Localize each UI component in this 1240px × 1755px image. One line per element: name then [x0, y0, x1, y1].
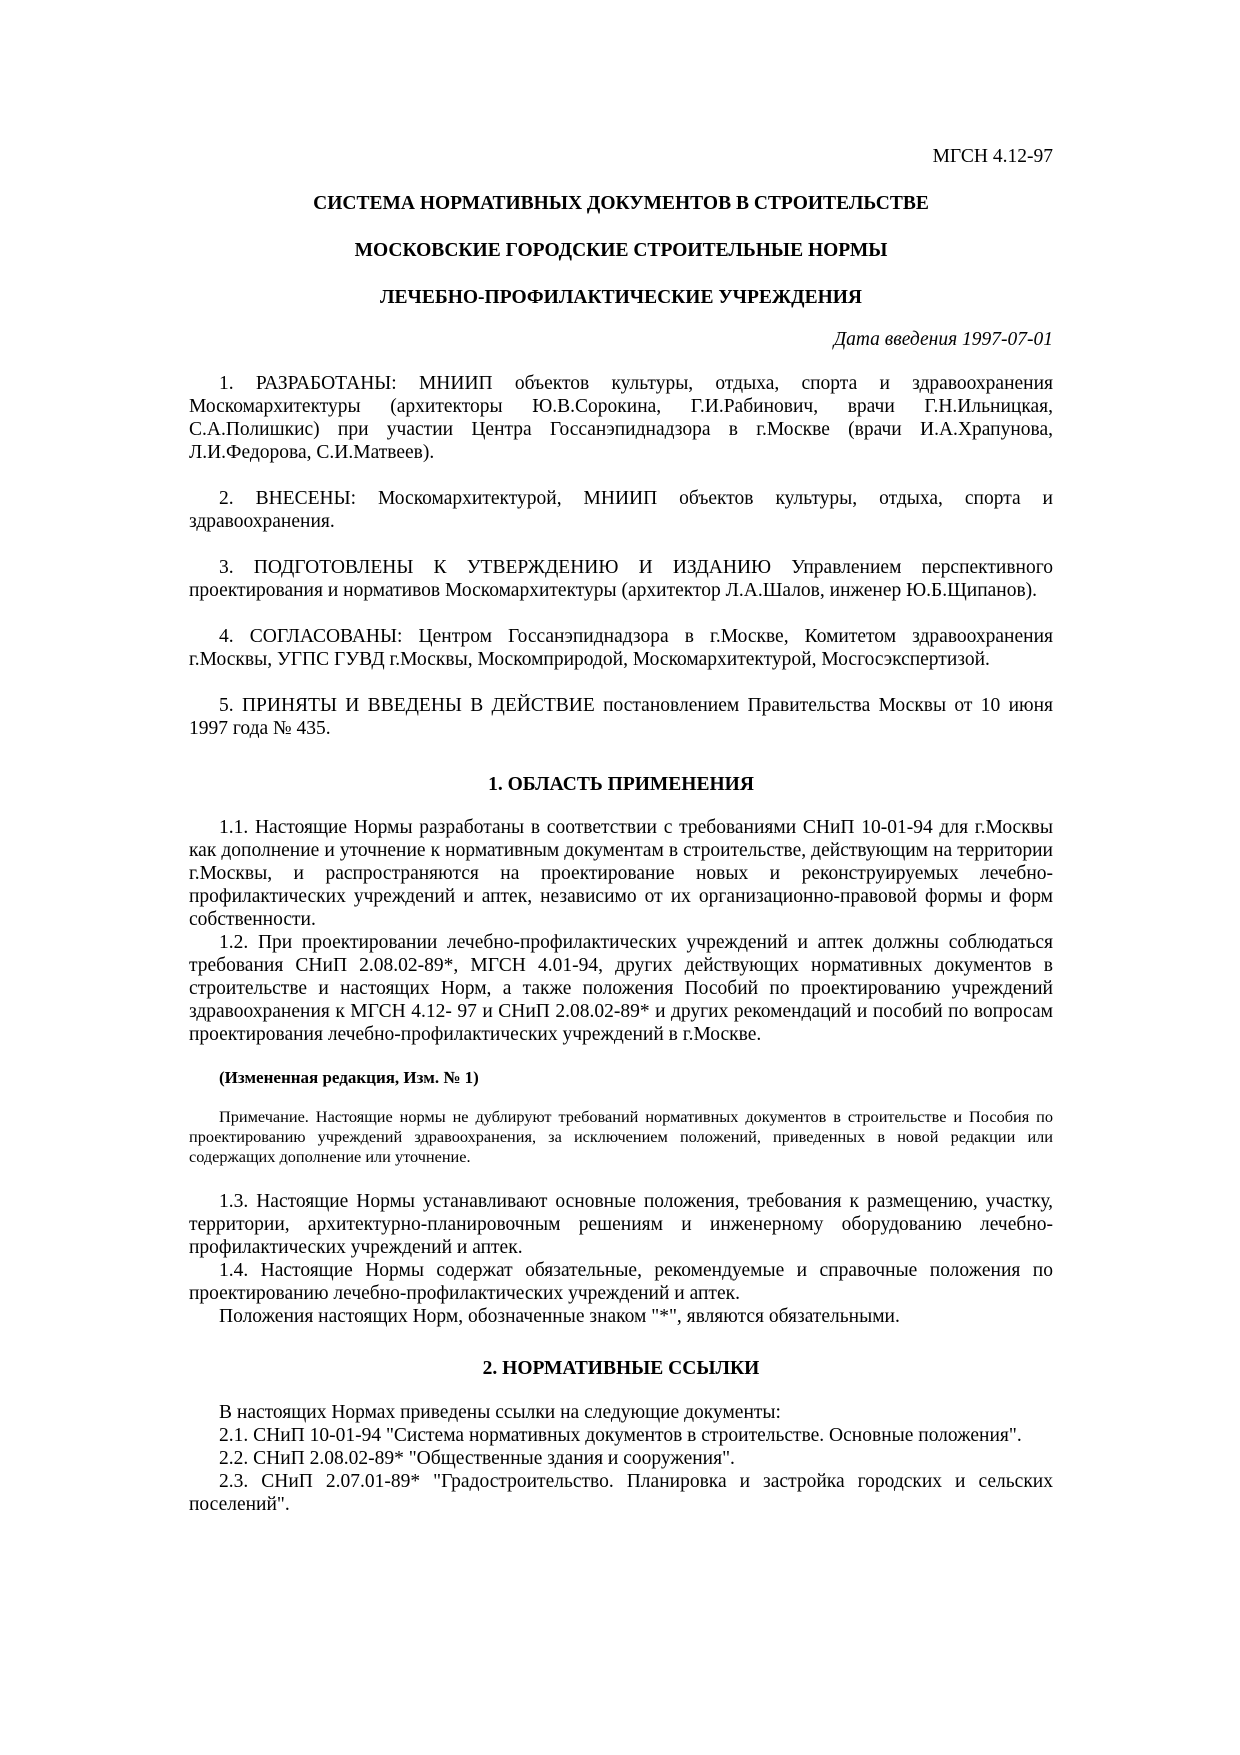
references-intro: В настоящих Нормах приведены ссылки на следующие документы: [219, 1402, 781, 1423]
remark-note: Примечание. Настоящие нормы не дублируют требований нормативных документов в строительстве и Пособия по проектированию учреждений здравоохранения, за исключением положений, приведенных в новой редакции или содержащих дополнение или уточнение. [189, 1107, 1053, 1166]
preface-item-introduced: 2. ВНЕСЕНЫ: Москомархитектурой, МНИИП объектов культуры, отдыха, спорта и здравоохранения. [189, 488, 1053, 532]
preface-item-developed: 1. РАЗРАБОТАНЫ: МНИИП объектов культуры, отдыха, спорта и здравоохранения Москомархитектуры (архитекторы Ю.В.Сорокина, Г.И.Рабинович, врачи Г.Н.Ильницкая, С.А.Полишкис) при участии Центра Госсанэпиднадзора в г.Москве (врачи И.А.Храпунова, Л.И.Федорова, С.И.Матвеев). [189, 373, 1053, 463]
page-content [189, 145, 1053, 1516]
document-code: МГСН 4.12-97 [932, 146, 1053, 167]
preface-item-adopted: 5. ПРИНЯТЫ И ВВЕДЕНЫ В ДЕЙСТВИЕ постановлением Правительства Москвы от 10 июня 1997 года № 435. [189, 695, 1053, 739]
preface-item-agreed: 4. СОГЛАСОВАНЫ: Центром Госсанэпиднадзора в г.Москве, Комитетом здравоохранения г.Москвы, УГПС ГУВД г.Москвы, Москомприродой, Москомархитектурой, Мосгосэкспертизой. [189, 626, 1053, 670]
mandatory-mark-note: Положения настоящих Норм, обозначенные знаком "*", являются обязательными. [219, 1306, 900, 1327]
section-2-title: 2. НОРМАТИВНЫЕ ССЫЛКИ [482, 1358, 760, 1379]
amendment-note: (Измененная редакция, Изм. № 1) [219, 1068, 479, 1087]
reference-2-2: 2.2. СНиП 2.08.02-89* "Общественные здания и сооружения". [219, 1448, 735, 1469]
clause-1-3: 1.3. Настоящие Нормы устанавливают основные положения, требования к размещению, участку, территории, архитектурно-планировочным решениям и инженерному оборудованию лечебно-профилактических учреждений и аптек. [189, 1191, 1053, 1258]
effective-date: Дата введения 1997-07-01 [833, 329, 1053, 350]
reference-2-1: 2.1. СНиП 10-01-94 "Система нормативных документов в строительстве. Основные положения". [219, 1425, 1022, 1446]
reference-2-3: 2.3. СНиП 2.07.01-89* "Градостроительство. Планировка и застройка городских и сельских поселений". [189, 1471, 1053, 1515]
clause-1-1: 1.1. Настоящие Нормы разработаны в соответствии с требованиями СНиП 10-01-94 для г.Москвы как дополнение и уточнение к нормативным документам в строительстве, действующим на территории г.Москвы, и распространяются на проектирование новых и реконструируемых лечебно-профилактических учреждений и аптек, независимо от их организационно-правовой формы и форм собственности. [189, 817, 1053, 930]
title-subject: ЛЕЧЕБНО-ПРОФИЛАКТИЧЕСКИЕ УЧРЕЖДЕНИЯ [379, 287, 863, 308]
section-1-title: 1. ОБЛАСТЬ ПРИМЕНЕНИЯ [488, 774, 754, 795]
preface-item-prepared: 3. ПОДГОТОВЛЕНЫ К УТВЕРЖДЕНИЮ И ИЗДАНИЮ Управлением перспективного проектирования и нормативов Москомархитектуры (архитектор Л.А.Шалов, инженер Ю.Б.Щипанов). [189, 557, 1053, 601]
title-system: СИСТЕМА НОРМАТИВНЫХ ДОКУМЕНТОВ В СТРОИТЕЛЬСТВЕ [313, 193, 929, 214]
clause-1-4: 1.4. Настоящие Нормы содержат обязательные, рекомендуемые и справочные положения по проектированию лечебно-профилактических учреждений и аптек. [189, 1260, 1053, 1304]
clause-1-2: 1.2. При проектировании лечебно-профилактических учреждений и аптек должны соблюдаться требования СНиП 2.08.02-89*, МГСН 4.01-94, других действующих нормативных документов в строительстве и настоящих Норм, а также положения Пособий по проектированию учреждений здравоохранения к МГСН 4.12- 97 и СНиП 2.08.02-89* и других рекомендаций и пособий по вопросам проектирования лечебно-профилактических учреждений в г.Москве. [189, 932, 1053, 1045]
preface-list [189, 372, 1053, 740]
title-moscow-norms: МОСКОВСКИЕ ГОРОДСКИЕ СТРОИТЕЛЬНЫЕ НОРМЫ [354, 240, 888, 261]
